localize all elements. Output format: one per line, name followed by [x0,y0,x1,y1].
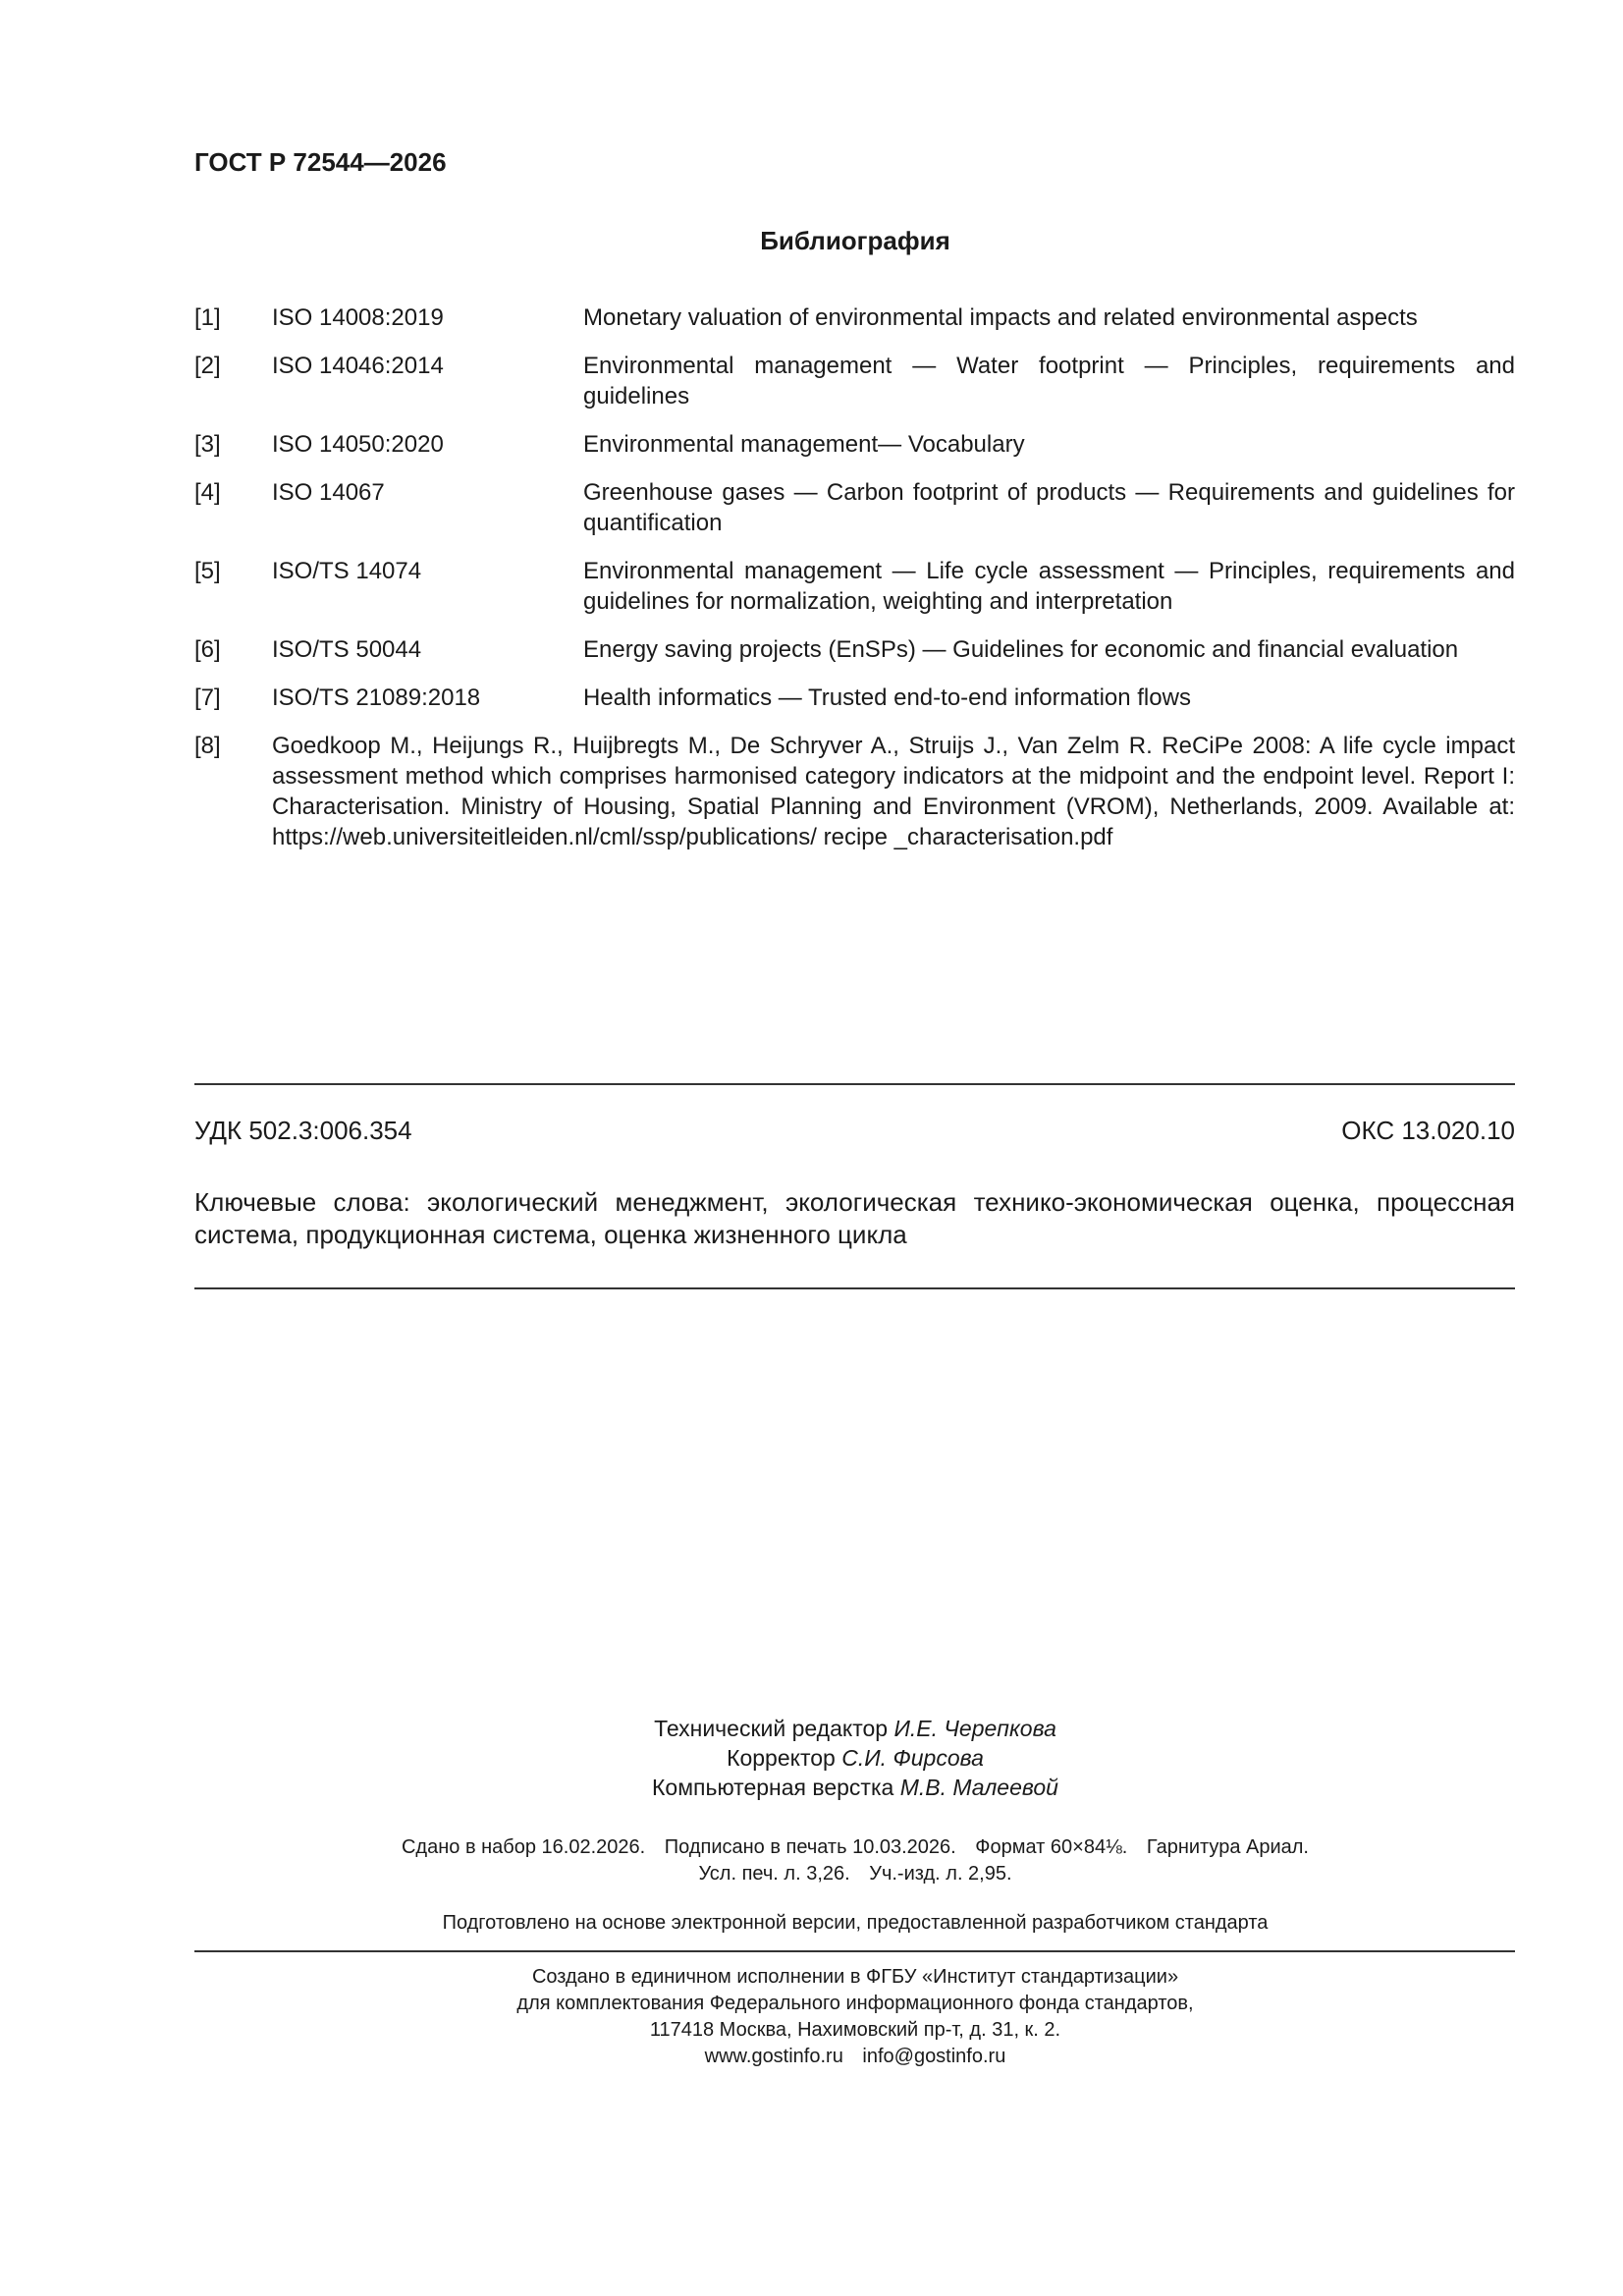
bibliography-item-code: ISO/TS 14074 [272,558,422,584]
divider-top [194,1083,1515,1085]
website-link[interactable]: www.gostinfo.ru [704,2046,843,2067]
bibliography-item [194,302,1515,333]
bibliography-item-title: Health informatics — Trusted end-to-end information flows [583,684,1191,711]
bibliography-title: Библиография [760,226,950,255]
oks-code: ОКС 13.020.10 [1341,1116,1515,1145]
layout-name: М.В. Малеевой [899,1775,1058,1800]
bibliography-item [194,683,1515,713]
corrector-name: С.И. Фирсова [841,1745,984,1771]
bibliography-item-number: [8] [194,733,221,759]
bibliography-item [194,731,1515,852]
bibliography-item [194,429,1515,460]
document-code: ГОСТ Р 72544—2026 [194,147,447,177]
print-sheets: Усл. печ. л. 3,26. [698,1863,850,1885]
bibliography-item-number: [7] [194,684,221,711]
bibliography-item-code: ISO 14067 [272,479,385,506]
tech-editor-name: И.Е. Черепкова [893,1716,1056,1741]
bibliography-item-number: [5] [194,558,221,584]
print-info-line1 [0,1834,1623,1861]
bibliography-item-code: ISO 14050:2020 [272,431,444,458]
bibliography-item [194,477,1515,538]
bibliography-item-code: ISO/TS 21089:2018 [272,684,481,711]
tech-editor-line [0,1714,1623,1743]
publication-sheets: Уч.-изд. л. 2,95. [869,1863,1012,1885]
bibliography-item-title: Monetary valuation of environmental impacts and related environmental aspects [583,304,1418,331]
bibliography-item-code: ISO 14008:2019 [272,304,444,331]
layout-line [0,1773,1623,1802]
layout-label: Компьютерная верстка [652,1775,894,1800]
keywords: Ключевые слова: экологический менеджмент, экологическая технико-экономическая оценка, процессная система, продукционная система, оценка жизненного цикла [194,1187,1515,1249]
editors-block [0,1714,1623,1802]
bibliography-item-title: Environmental management — Water footprint — Principles, requirements and guidelines [583,353,1515,410]
divider-bottom [194,1287,1515,1289]
bibliography-item-citation: Goedkoop M., Heijungs R., Huijbregts M., De Schryver A., Struijs J., Van Zelm R. ReCiPe 2008: A life cycle impact assessment method which comprises harmonised category indicators at the midpoint and the endpoint level. Report I: Characterisation. Ministry of Housing, Spatial Planning and Environment (VROM), Netherlands, 2009. Available at: https://web.universiteitleiden.nl/cml/ssp/publications/ recipe _characterisation.pdf [272,733,1515,850]
bibliography-item [194,556,1515,617]
bibliography-item-code: ISO 14046:2014 [272,353,444,379]
created-line1: Создано в единичном исполнении в ФГБУ «Институт стандартизации» [531,1966,1179,1988]
publisher-address: 117418 Москва, Нахимовский пр-т, д. 31, к. 2. [649,2019,1061,2041]
bibliography-item-number: [6] [194,636,221,663]
bibliography-item-title: Environmental management— Vocabulary [583,431,1025,458]
bibliography-item-title: Greenhouse gases — Carbon footprint of products — Requirements and guidelines for quantification [583,479,1515,536]
bibliography-item-title: Energy saving projects (EnSPs) — Guidelines for economic and financial evaluation [583,636,1459,663]
prepared-note: Подготовлено на основе электронной версии, предоставленной разработчиком стандарта [442,1912,1269,1934]
bibliography-item-number: [2] [194,353,221,379]
bibliography-item-number: [3] [194,431,221,458]
bibliography-item-number: [4] [194,479,221,506]
created-line2: для комплектования Федерального информационного фонда стандартов, [516,1993,1194,2014]
paper-format: Формат 60×84⅛. [975,1836,1128,1858]
email-link[interactable]: info@gostinfo.ru [862,2046,1006,2067]
signed-date: Подписано в печать 10.03.2026. [664,1836,956,1858]
tech-editor-label: Технический редактор [654,1716,889,1741]
bibliography-item [194,634,1515,665]
corrector-label: Корректор [727,1745,836,1771]
udk-code: УДК 502.3:006.354 [194,1116,412,1145]
bibliography-item-number: [1] [194,304,221,331]
contacts-line [0,2044,1623,2070]
bibliography-item-title: Environmental management — Life cycle assessment — Principles, requirements and guidelines for normalization, weighting and interpretation [583,558,1515,615]
corrector-line [0,1743,1623,1773]
bibliography-list [194,302,1515,870]
typeface: Гарнитура Ариал. [1146,1836,1309,1858]
divider-imprint [194,1950,1515,1952]
publisher-info [0,1964,1623,2070]
bibliography-item-code: ISO/TS 50044 [272,636,422,663]
print-info [0,1834,1623,1887]
print-info-line2 [0,1861,1623,1887]
bibliography-item [194,351,1515,411]
typeset-date: Сдано в набор 16.02.2026. [401,1836,646,1858]
